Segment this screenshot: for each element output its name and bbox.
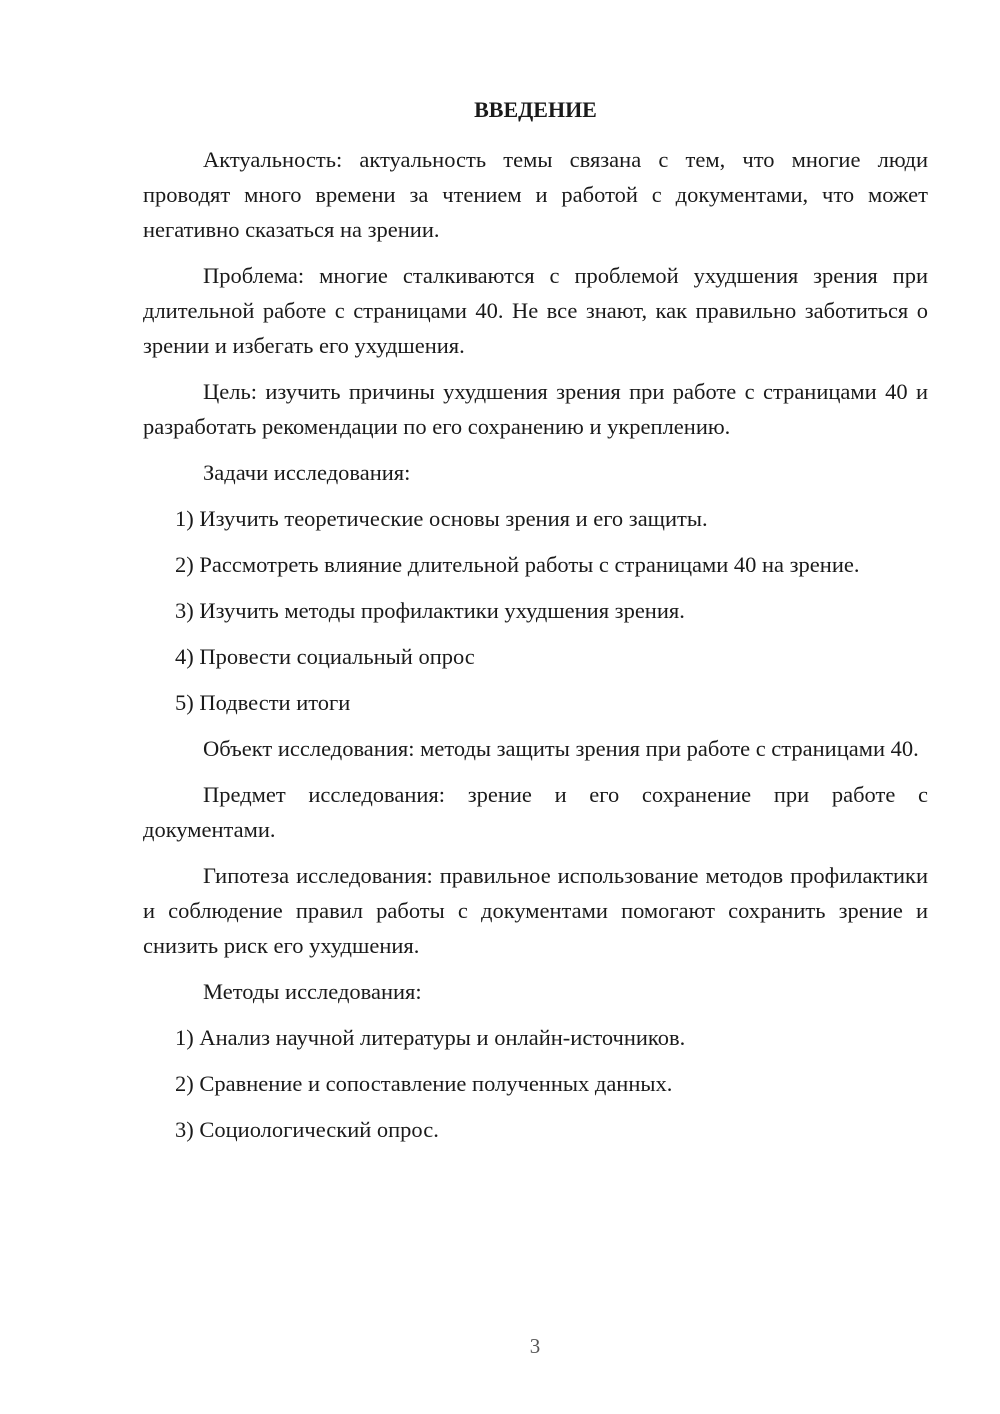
list-item: 2) Сравнение и сопоставление полученных данных. — [175, 1071, 673, 1096]
list-item: 3) Социологический опрос. — [175, 1117, 439, 1142]
tasks-heading: Задачи исследования: — [203, 460, 411, 485]
methods-heading: Методы исследования: — [203, 979, 422, 1004]
goal-paragraph: Цель: изучить причины ухудшения зрения при работе с страницами 40 и разработать рекомендации по его сохранению и укреплению. — [143, 379, 928, 439]
problem-paragraph: Проблема: многие сталкиваются с проблемой ухудшения зрения при длительной работе с страницами 40. Не все знают, как правильно заботиться о зрении и избегать его ухудшения. — [143, 263, 928, 358]
hypothesis-paragraph: Гипотеза исследования: правильное использование методов профилактики и соблюдение правил работы с документами помогают сохранить зрение и снизить риск его ухудшения. — [143, 863, 928, 958]
list-item: 1) Изучить теоретические основы зрения и его защиты. — [175, 506, 708, 531]
methods-list — [143, 1020, 928, 1147]
subject-paragraph: Предмет исследования: зрение и его сохранение при работе с документами. — [143, 782, 928, 842]
list-item: 1) Анализ научной литературы и онлайн-источников. — [175, 1025, 686, 1050]
page-title: ВВЕДЕНИЕ — [474, 97, 597, 122]
relevance-paragraph: Актуальность: актуальность темы связана с тем, что многие люди проводят много времени за чтением и работой с документами, что может негативно сказаться на зрении. — [143, 147, 928, 242]
list-item: 3) Изучить методы профилактики ухудшения зрения. — [175, 598, 685, 623]
document-body — [143, 94, 928, 1158]
list-item: 4) Провести социальный опрос — [175, 644, 475, 669]
list-item: 2) Рассмотреть влияние длительной работы с страницами 40 на зрение. — [175, 552, 860, 577]
object-paragraph: Объект исследования: методы защиты зрения при работе с страницами 40. — [203, 736, 919, 761]
tasks-list — [143, 501, 928, 720]
page-number: 3 — [529, 1334, 541, 1358]
list-item: 5) Подвести итоги — [175, 690, 351, 715]
